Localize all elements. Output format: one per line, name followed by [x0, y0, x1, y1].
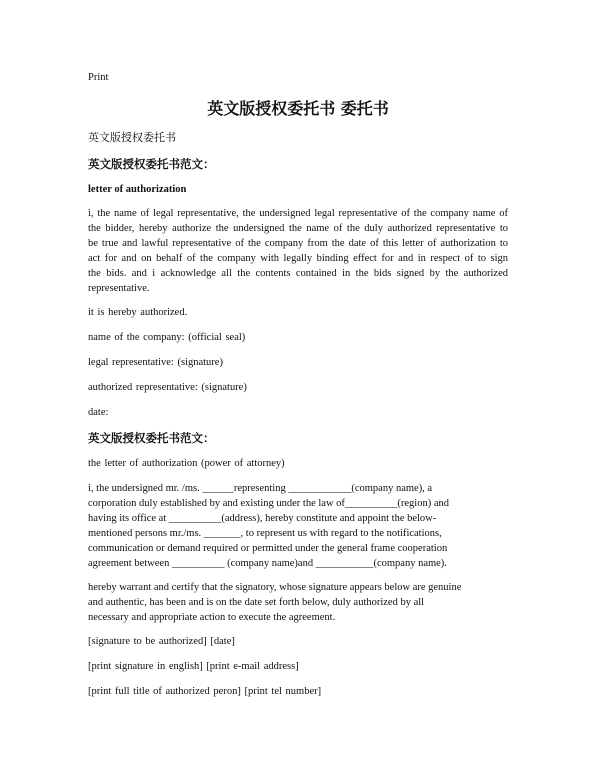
section1-paragraph: i, the name of legal representative, the undersigned legal representative of the company name of the bidder, hereby authorize the undersigned the name of the duly authorized representative to be true and lawful representative of the company from the date of this letter of authorization to act for and on behalf of the company with legally binding effect for and in respect of to sign the bids. and i acknowledge all the contents contained in the bids signed by the authorized representative.: [88, 208, 508, 294]
paragraph-line: agreement between __________ (company name)and ___________(company name).: [88, 558, 447, 569]
section2-heading: 英文版授权委托书范文：: [88, 431, 215, 445]
paragraph-line: hereby warrant and certify that the signatory, whose signature appears below are genuine: [88, 582, 462, 593]
paragraph-line: and authentic, has been and is on the date set forth below, duly authorized by all: [88, 597, 425, 608]
section1-letter-title: letter of authorization: [88, 184, 187, 195]
paragraph-line: communication or demand required or permitted under the general frame cooperation: [88, 543, 448, 554]
authorized-representative-line: authorized representative: (signature): [88, 382, 247, 393]
legal-representative-line: legal representative: (signature): [88, 357, 223, 368]
paragraph-line: i, the undersigned mr. /ms. ______representing ____________(company name), a: [88, 483, 433, 494]
print-title-line: [print full title of authorized peron] [print tel number]: [88, 686, 322, 697]
paragraph-line: necessary and appropriate action to execute the agreement.: [88, 612, 336, 623]
date-line: date:: [88, 407, 109, 418]
paragraph-line: having its office at __________(address), hereby constitute and appoint the below-: [88, 513, 437, 524]
signature-line: [signature to be authorized] [date]: [88, 636, 235, 647]
section1-heading: 英文版授权委托书范文：: [88, 157, 215, 171]
authorized-line: it is hereby authorized.: [88, 307, 188, 318]
paragraph-line: mentioned persons mr./ms. _______, to represent us with regard to the notifications,: [88, 528, 442, 539]
print-label: Print: [88, 72, 109, 83]
document-subtitle: 英文版授权委托书: [88, 131, 176, 144]
company-seal-line: name of the company: (official seal): [88, 332, 246, 343]
document-title: 英文版授权委托书 委托书: [207, 99, 389, 118]
document-page: [88, 70, 508, 709]
section2-paragraph2: [88, 580, 508, 625]
section2-paragraph1: [88, 481, 508, 571]
section2-letter-title: the letter of authorization (power of attorney): [88, 458, 285, 469]
paragraph-line: corporation duly established by and existing under the law of__________(region) and: [88, 498, 449, 509]
print-signature-line: [print signature in english] [print e-mail address]: [88, 661, 299, 672]
